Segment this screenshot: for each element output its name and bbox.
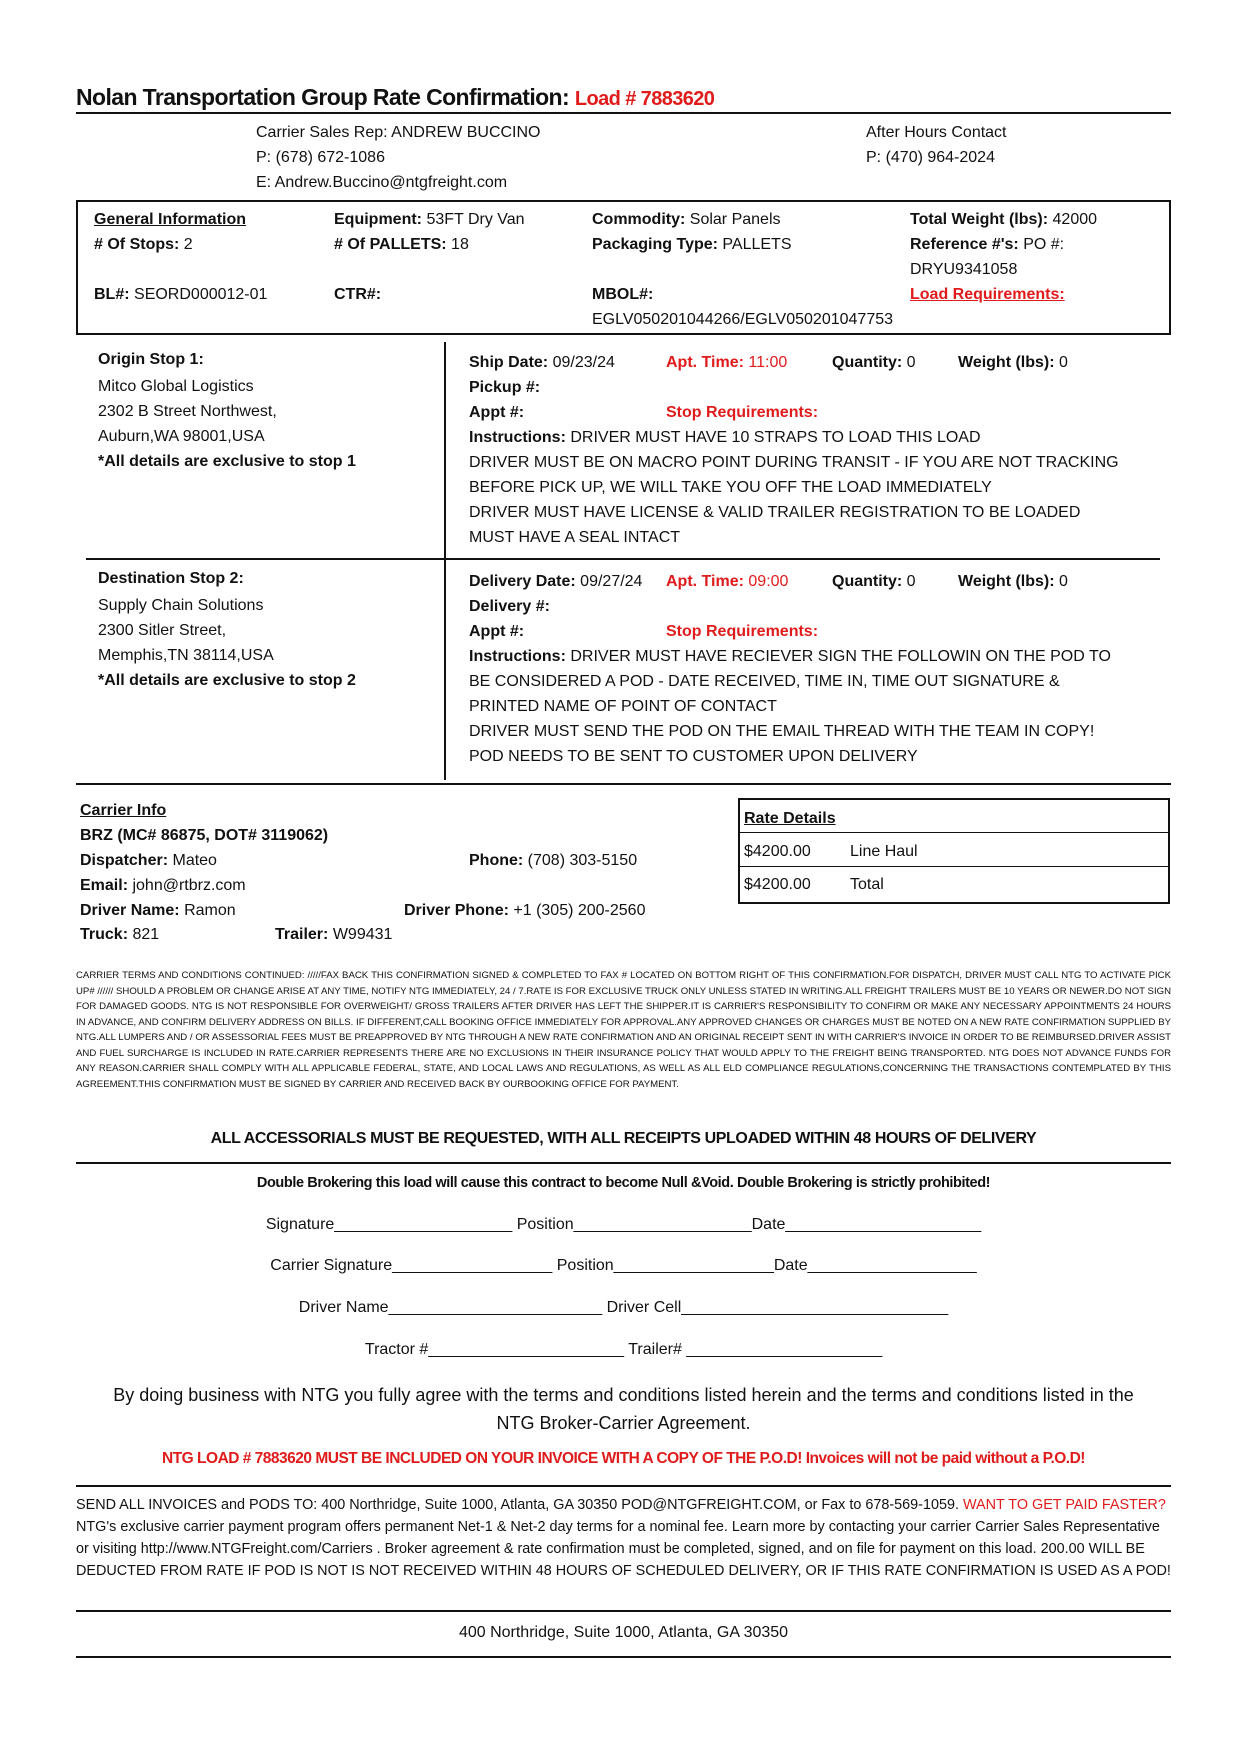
- dispatcher-label: Dispatcher:: [80, 852, 169, 869]
- pallets-label: # Of PALLETS:: [334, 236, 447, 253]
- email-field: [80, 873, 246, 898]
- signature-line[interactable]: Signature____________________ Position____________________Date______________________: [265, 1216, 982, 1233]
- dispatcher-field: [80, 848, 217, 873]
- rate-amount: $4200.00: [744, 876, 811, 893]
- bl-label: BL#:: [94, 286, 130, 303]
- truck-field: [80, 922, 159, 947]
- footer-middle-rule: [76, 1610, 1171, 1612]
- packaging-value: PALLETS: [722, 236, 792, 253]
- packaging-field: [592, 232, 792, 257]
- driver-phone-field: [404, 898, 645, 923]
- rate-amount: $4200.00: [744, 843, 811, 860]
- driver-phone-value: +1 (305) 200-2560: [513, 902, 646, 919]
- destination-instruction: DRIVER MUST HAVE RECIEVER SIGN THE FOLLOWIN ON THE POD TO: [570, 648, 1111, 665]
- title-rule: [76, 112, 1171, 114]
- destination-address1: 2300 Sitler Street,: [98, 622, 227, 639]
- terms-fine-print: CARRIER TERMS AND CONDITIONS CONTINUED: /////FAX BACK THIS CONFIRMATION SIGNED & COMPLETED TO FAX # LOCATED ON BOTTOM RIGHT OF THIS CONFIRMATION.FOR DISPATCH, DRIVER MUST CALL NTG TO ACTIVATE PICK UP# ////// SHOULD A PROBLEM OR CHANGE ARISE AT ANY TIME, NOTIFY NTG IMMEDIATELY, 24 / 7.RATE IS FOR EXCLUSIVE TRUCK ONLY UNLESS STATED IN WRITING.ALL FREIGHT TRAILERS MUST BE 10 YEARS OR NEWER.DO NOT SIGN FOR DAMAGED GOODS. NTG IS NOT RESPONSIBLE FOR OVERWEIGHT/ GROSS TRAILERS AFTER DRIVER HAS LEFT THE SHIPPER.IT IS CARRIER'S RESPONSIBILITY TO CONFIRM OR MAKE ANY NECESSARY APPOINTMENTS 24 HOURS IN ADVANCE, AND CONFIRM DELIVERY ADDRESS ON BILLS. IF DIFFERENT,CALL BOOKING OFFICE IMMEDIATELY FOR APPROVAL.ANY APPROVED CHANGES OR CHARGES MUST BE NOTED ON A NEW RATE CONFIRMATION SUPPLIED BY NTG.ALL LUMPERS AND / OR ASSESSORIAL FEES MUST BE PREAPPROVED BY NTG THROUGH A NEW RATE CONFIRMATION AND AN ORIGINAL RECEIPT SENT IN WITH CARRIER'S INVOICE IN ORDER TO BE REIMBURSED.DRIVER ASSIST AND FUEL SURCHARGE IS INCLUDED IN RATE.CARRIER REPRESENTS THERE ARE NO EXCLUSIONS IN THEIR INSURANCE POLICY THAT WOULD APPLY TO THE FREIGHT BEING TRANSPORTED. NTG DOES NOT ADVANCE FUNDS FOR ANY REASON.CARRIER SHALL COMPLY WITH ALL APPLICABLE FEDERAL, STATE, AND LOCAL LAWS AND REGULATIONS, AS WELL AS ALL ELD COMPLIANCE REGULATIONS,CONCERNING THE TRANSACTIONS CONTEMPLATED BY THIS AGREEMENT.THIS CONFIRMATION MUST BE SIGNED BY CARRIER AND RECEIVED BACK BY OURBOOKING OFFICE FOR PAYMENT.: [76, 970, 1171, 1090]
- destination-instruction: BE CONSIDERED A POD - DATE RECEIVED, TIME IN, TIME OUT SIGNATURE &: [469, 673, 1060, 690]
- carrier-info-heading: Carrier Info: [80, 802, 167, 819]
- destination-heading: Destination Stop 2:: [98, 570, 244, 587]
- trailer-label: Trailer:: [275, 926, 329, 943]
- carrier-name: BRZ (MC# 86875, DOT# 3119062): [80, 827, 329, 844]
- origin-qty-label: Quantity:: [832, 354, 903, 371]
- destination-quantity: [832, 569, 916, 594]
- footer-address: 400 Northridge, Suite 1000, Atlanta, GA 30350: [458, 1624, 789, 1641]
- equipment-field: [334, 207, 525, 232]
- origin-apt-time: [666, 350, 787, 375]
- destination-instructions-label: Instructions:: [469, 648, 566, 665]
- after-hours-phone: P: (470) 964-2024: [866, 149, 995, 166]
- origin-instruction: DRIVER MUST HAVE LICENSE & VALID TRAILER REGISTRATION TO BE LOADED: [469, 504, 1081, 521]
- origin-qty-value: 0: [906, 354, 916, 371]
- origin-stop-requirements: Stop Requirements:: [666, 404, 819, 421]
- driver-phone-label: Driver Phone:: [404, 902, 509, 919]
- origin-weight-value: 0: [1059, 354, 1068, 371]
- driver-name-label: Driver Name:: [80, 902, 180, 919]
- accessorials-notice: ALL ACCESSORIALS MUST BE REQUESTED, WITH ALL RECEIPTS UPLOADED WITHIN 48 HOURS OF DELIVERY: [210, 1130, 1037, 1147]
- agreement-text: [76, 1381, 1171, 1437]
- send-invoices-text: SEND ALL INVOICES and PODS TO: 400 Northridge, Suite 1000, Atlanta, GA 30350 POD@NTGFREIGHT.COM, or Fax to 678-569-1059.: [76, 1497, 959, 1513]
- origin-weight-label: Weight (lbs):: [958, 354, 1055, 371]
- ship-date-label: Ship Date:: [469, 354, 549, 371]
- commodity-label: Commodity:: [592, 211, 686, 228]
- double-brokering-notice: Double Brokering this load will cause this contract to become Null &Void. Double Brokering is strictly prohibited!: [256, 1175, 991, 1191]
- origin-instructions-label: Instructions:: [469, 429, 566, 446]
- destination-apt-time: [666, 569, 788, 594]
- rate-label: Total: [850, 876, 884, 893]
- sales-email: E: Andrew.Buccino@ntgfreight.com: [256, 174, 508, 191]
- reference-value: PO #:: [1023, 236, 1065, 253]
- packaging-label: Packaging Type:: [592, 236, 718, 253]
- destination-instruction: DRIVER MUST SEND THE POD ON THE EMAIL THREAD WITH THE TEAM IN COPY!: [469, 723, 1095, 740]
- ship-date-value: 09/23/24: [552, 354, 615, 371]
- driver-name-value: Ramon: [184, 902, 236, 919]
- driver-name-line[interactable]: Driver Name________________________ Driver Cell______________________________: [298, 1299, 949, 1316]
- rate-details-rule: [740, 832, 1168, 833]
- origin-heading: Origin Stop 1:: [98, 351, 204, 368]
- phone-label: Phone:: [469, 852, 524, 869]
- destination-apt-label: Apt. Time:: [666, 573, 744, 590]
- delivery-date-value: 09/27/24: [580, 573, 643, 590]
- delivery-date-label: Delivery Date:: [469, 573, 576, 590]
- reference-number: DRYU9341058: [910, 261, 1018, 278]
- pallets-value: 18: [451, 236, 469, 253]
- email-value: john@rtbrz.com: [132, 877, 246, 894]
- truck-label: Truck:: [80, 926, 129, 943]
- origin-divider: [444, 342, 446, 558]
- document-title: Nolan Transportation Group Rate Confirmation:: [76, 84, 570, 110]
- trailer-value: W99431: [332, 926, 393, 943]
- delivery-date-field: [469, 569, 642, 594]
- commodity-field: [592, 207, 781, 232]
- agreement-line2: NTG Broker-Carrier Agreement.: [496, 1413, 751, 1433]
- destination-weight-value: 0: [1059, 573, 1068, 590]
- equipment-label: Equipment:: [334, 211, 422, 228]
- rate-label: Line Haul: [850, 843, 918, 860]
- origin-instruction: DRIVER MUST HAVE 10 STRAPS TO LOAD THIS LOAD: [570, 429, 981, 446]
- pallets-field: [334, 232, 469, 257]
- sales-rep: Carrier Sales Rep: ANDREW BUCCINO: [256, 124, 541, 141]
- origin-instruction: DRIVER MUST BE ON MACRO POINT DURING TRANSIT - IF YOU ARE NOT TRACKING: [469, 454, 1119, 471]
- origin-weight: [958, 350, 1068, 375]
- agreement-line1: By doing business with NTG you fully agree with the terms and conditions listed herein and the terms and conditions listed in the: [113, 1385, 1134, 1405]
- rate-row-rule: [740, 866, 1168, 867]
- trailer-field: [275, 922, 392, 947]
- origin-quantity: [832, 350, 916, 375]
- destination-address2: Memphis,TN 38114,USA: [98, 647, 274, 664]
- delivery-number-label: Delivery #:: [469, 598, 550, 615]
- destination-instruction: PRINTED NAME OF POINT OF CONTACT: [469, 698, 777, 715]
- destination-stop-requirements: Stop Requirements:: [666, 623, 819, 640]
- invoice-warning: NTG LOAD # 7883620 MUST BE INCLUDED ON YOUR INVOICE WITH A COPY OF THE P.O.D! Invoices will not be paid without a P.O.D!: [162, 1450, 1085, 1467]
- stops-label: # Of Stops:: [94, 236, 180, 253]
- origin-apt-label: Apt. Time:: [666, 354, 744, 371]
- destination-divider: [444, 560, 446, 780]
- pickup-number-label: Pickup #:: [469, 379, 541, 396]
- phone-field: [469, 848, 637, 873]
- general-info-heading: General Information: [94, 211, 247, 228]
- footer-top-rule: [76, 1485, 1171, 1487]
- load-requirements-label: Load Requirements:: [910, 286, 1065, 303]
- destination-apt-value: 09:00: [748, 573, 789, 590]
- email-label: Email:: [80, 877, 129, 894]
- payment-program-text: NTG's exclusive carrier payment program offers permanent Net-1 & Net-2 day terms for a nominal fee. Learn more by contacting your carrier Carrier Sales Representative or visiting http://www.NTGFreight.com/Carriers . Broker agreement & rate confirmation must be completed, signed, and on file for payment on this load. 200.00 WILL BE DEDUCTED FROM RATE IF POD IS NOT IS NOT RECEIVED WITHIN 48 HOURS OF SCHEDULED DELIVERY, OR IF THIS RATE CONFIRMATION IS USED AS A POD!: [76, 1519, 1171, 1579]
- destination-appt-label: Appt #:: [469, 623, 525, 640]
- equipment-value: 53FT Dry Van: [426, 211, 525, 228]
- load-number: Load # 7883620: [574, 88, 715, 110]
- destination-qty-label: Quantity:: [832, 573, 903, 590]
- ship-date-field: [469, 350, 615, 375]
- bl-value: SEORD000012-01: [134, 286, 268, 303]
- mbol-label: MBOL#:: [592, 286, 654, 303]
- total-weight-label: Total Weight (lbs):: [910, 211, 1049, 228]
- origin-appt-label: Appt #:: [469, 404, 525, 421]
- origin-instruction: MUST HAVE A SEAL INTACT: [469, 529, 681, 546]
- origin-apt-value: 11:00: [748, 354, 788, 371]
- stop-separator: [86, 558, 1160, 560]
- footer-bottom-rule: [76, 1656, 1171, 1658]
- commodity-value: Solar Panels: [689, 211, 781, 228]
- origin-instruction: BEFORE PICK UP, WE WILL TAKE YOU OFF THE LOAD IMMEDIATELY: [469, 479, 992, 496]
- driver-name-field: [80, 898, 236, 923]
- total-weight-field: [910, 207, 1097, 232]
- stops-field: [94, 232, 193, 257]
- destination-weight-label: Weight (lbs):: [958, 573, 1055, 590]
- sales-phone: P: (678) 672-1086: [256, 149, 385, 166]
- dispatcher-value: Mateo: [172, 852, 217, 869]
- destination-instructions-line1: [469, 644, 1111, 669]
- origin-exclusive-note: *All details are exclusive to stop 1: [98, 453, 356, 470]
- invoice-instructions: [76, 1494, 1171, 1582]
- page-title: [76, 84, 714, 111]
- origin-instructions-line1: [469, 425, 981, 450]
- ctr-label: CTR#:: [334, 286, 382, 303]
- destination-instruction: POD NEEDS TO BE SENT TO CUSTOMER UPON DELIVERY: [469, 748, 918, 765]
- destination-qty-value: 0: [906, 573, 916, 590]
- get-paid-faster: WANT TO GET PAID FASTER?: [962, 1497, 1166, 1513]
- origin-name: Mitco Global Logistics: [98, 378, 254, 395]
- accessorials-rule: [76, 1162, 1171, 1164]
- stops-bottom-rule: [76, 783, 1171, 785]
- reference-field: [910, 232, 1064, 257]
- truck-value: 821: [132, 926, 160, 943]
- carrier-signature-line[interactable]: Carrier Signature__________________ Position__________________Date___________________: [270, 1257, 977, 1274]
- stops-value: 2: [183, 236, 193, 253]
- mbol-value: EGLV050201044266/EGLV050201047753: [592, 311, 894, 328]
- after-hours-label: After Hours Contact: [866, 124, 1007, 141]
- destination-weight: [958, 569, 1068, 594]
- reference-label: Reference #'s:: [910, 236, 1019, 253]
- total-weight-value: 42000: [1052, 211, 1098, 228]
- destination-name: Supply Chain Solutions: [98, 597, 264, 614]
- destination-exclusive-note: *All details are exclusive to stop 2: [98, 672, 356, 689]
- rate-details-box: [738, 798, 1170, 904]
- phone-value: (708) 303-5150: [527, 852, 638, 869]
- rate-details-heading: Rate Details: [744, 810, 836, 827]
- origin-address2: Auburn,WA 98001,USA: [98, 428, 265, 445]
- origin-address1: 2302 B Street Northwest,: [98, 403, 277, 420]
- tractor-trailer-line[interactable]: Tractor #______________________ Trailer# ______________________: [364, 1341, 883, 1358]
- bl-field: [94, 282, 267, 307]
